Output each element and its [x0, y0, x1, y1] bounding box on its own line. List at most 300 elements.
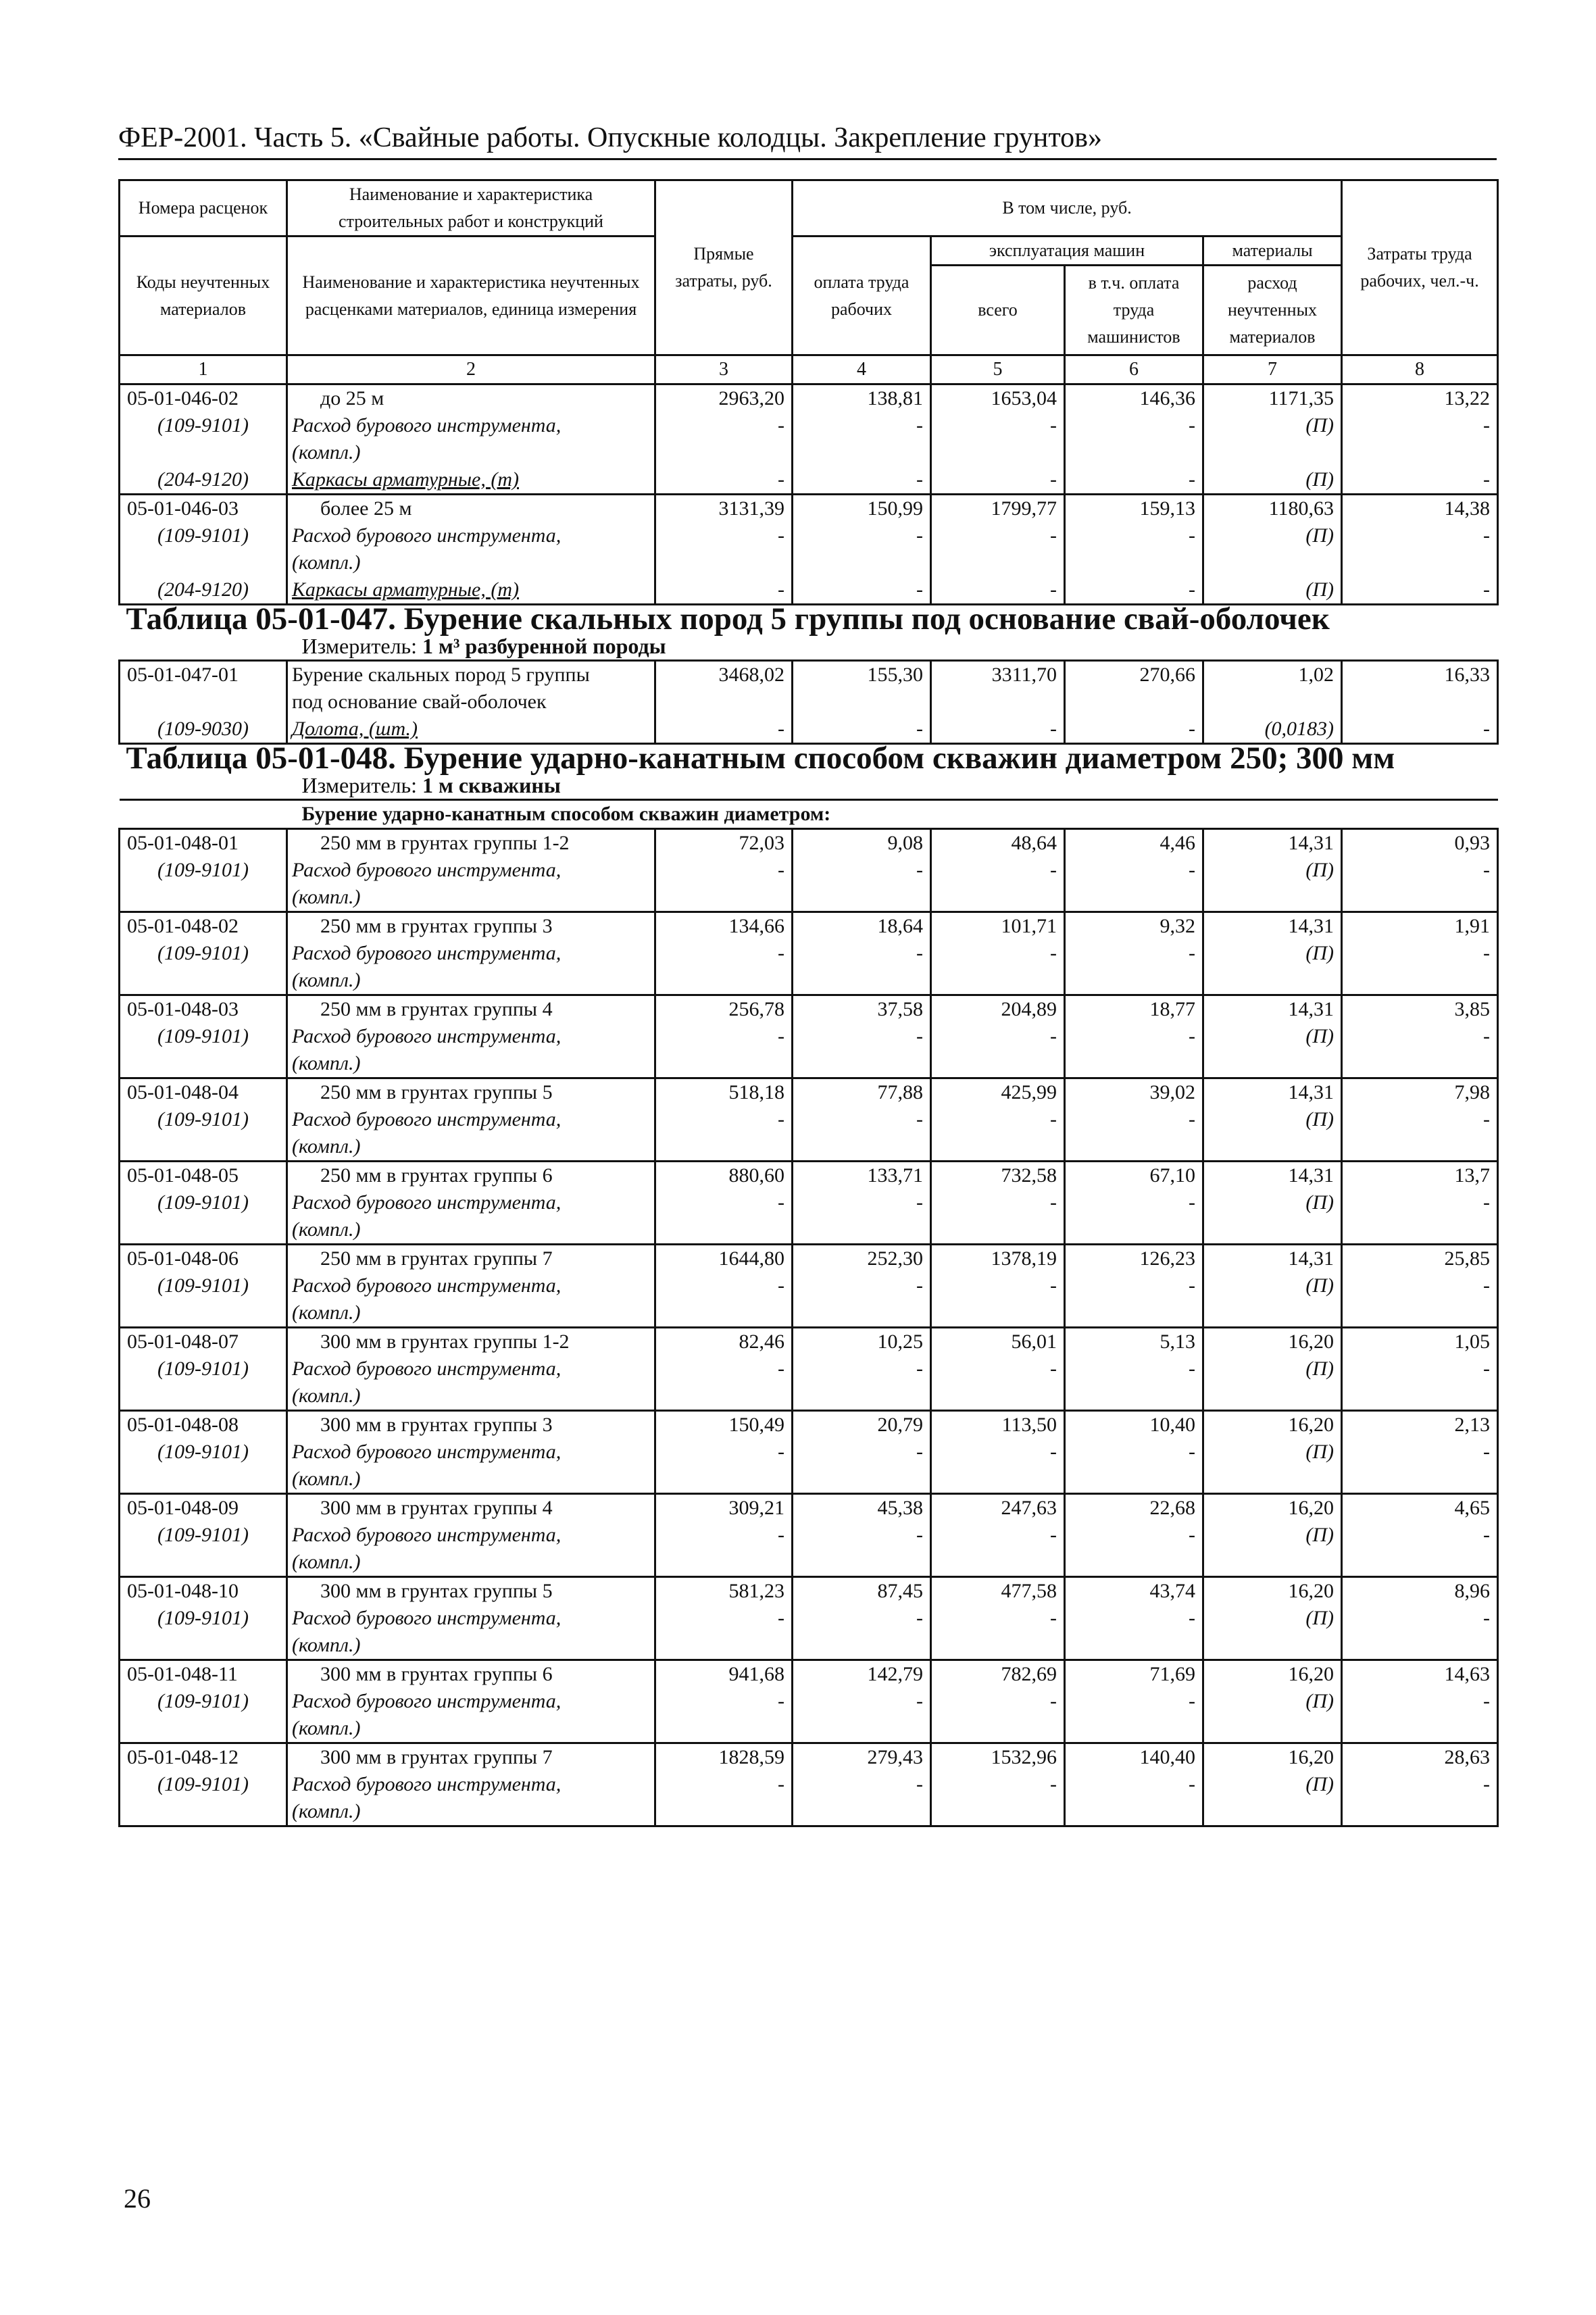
header-col2-bottom: Наименование и характеристика неучтенных расценками материалов, единица измерения [287, 237, 655, 355]
material-row-continued [120, 1632, 1498, 1660]
empty-cell [1342, 1715, 1498, 1743]
value-c7: 1,02 [1203, 661, 1342, 689]
rate-code: 05-01-048-04 [120, 1078, 287, 1107]
empty-value: - [931, 1605, 1065, 1632]
rate-code: 05-01-048-02 [120, 912, 287, 941]
material-row [120, 1189, 1498, 1216]
empty-cell [1065, 439, 1203, 466]
column-number: 1 [120, 355, 287, 384]
header-materials: материалы [1203, 237, 1342, 266]
meter-line [120, 632, 1498, 661]
material-code: (109-9030) [120, 716, 287, 744]
empty-value: - [1342, 1439, 1498, 1466]
empty-value: - [931, 412, 1065, 439]
rate-row [120, 1411, 1498, 1439]
empty-cell [931, 1798, 1065, 1826]
empty-value: - [1065, 576, 1203, 605]
value-c6: 9,32 [1065, 912, 1203, 941]
value-c5: 48,64 [931, 829, 1065, 857]
empty-value: - [1065, 716, 1203, 744]
empty-value: - [931, 1355, 1065, 1383]
empty-cell [120, 1133, 287, 1162]
value-c6: 71,69 [1065, 1660, 1203, 1689]
empty-cell [120, 549, 287, 576]
value-c4: 9,08 [793, 829, 931, 857]
work-name: 300 мм в грунтах группы 1-2 [287, 1328, 655, 1356]
material-name-cont: (компл.) [287, 1133, 655, 1162]
material-name-cont: (компл.) [287, 1798, 655, 1826]
value-c3: 3468,02 [655, 661, 793, 689]
empty-cell [655, 1798, 793, 1826]
value-c7: 14,31 [1203, 1245, 1342, 1273]
value-c5: 1378,19 [931, 1245, 1065, 1273]
empty-value: - [1342, 1106, 1498, 1133]
empty-cell [1342, 1050, 1498, 1078]
empty-value: - [1342, 466, 1498, 495]
rate-code: 05-01-047-01 [120, 661, 287, 689]
empty-value: - [1342, 1522, 1498, 1549]
material-row-continued [120, 1299, 1498, 1328]
value-c3: 2963,20 [655, 384, 793, 413]
material-quantity: (0,0183) [1203, 716, 1342, 744]
material-code: (109-9101) [120, 1771, 287, 1798]
value-c8: 1,91 [1342, 912, 1498, 941]
empty-value: - [931, 1522, 1065, 1549]
value-c6: 39,02 [1065, 1078, 1203, 1107]
column-number: 5 [931, 355, 1065, 384]
empty-cell [1203, 439, 1342, 466]
header-col3: Прямые затраты, руб. [655, 180, 793, 355]
empty-cell [793, 1632, 931, 1660]
rate-row [120, 912, 1498, 941]
empty-cell [793, 1133, 931, 1162]
material-name: Расход бурового инструмента, [287, 1522, 655, 1549]
value-c6: 22,68 [1065, 1494, 1203, 1522]
value-c4: 87,45 [793, 1577, 931, 1605]
empty-value: - [655, 1272, 793, 1299]
material-quantity: (П) [1203, 1688, 1342, 1715]
table-body [120, 180, 1498, 1826]
material-code: (109-9101) [120, 1272, 287, 1299]
material-name: Расход бурового инструмента, [287, 1023, 655, 1050]
value-c5: 56,01 [931, 1328, 1065, 1356]
empty-cell [931, 549, 1065, 576]
empty-value: - [793, 1189, 931, 1216]
material-quantity: (П) [1203, 857, 1342, 884]
header-col1-top: Номера расценок [120, 180, 287, 237]
value-c4: 37,58 [793, 995, 931, 1024]
value-c8: 3,85 [1342, 995, 1498, 1024]
material-name-cont: (компл.) [287, 1466, 655, 1494]
empty-value: - [655, 412, 793, 439]
material-row-continued [120, 1216, 1498, 1245]
material-quantity: (П) [1203, 1771, 1342, 1798]
empty-cell [1065, 1466, 1203, 1494]
value-c4: 150,99 [793, 495, 931, 523]
rate-code: 05-01-048-05 [120, 1162, 287, 1190]
value-c4: 45,38 [793, 1494, 931, 1522]
empty-cell [1342, 689, 1498, 716]
empty-cell [1065, 1632, 1203, 1660]
empty-cell [1342, 884, 1498, 912]
empty-value: - [1342, 1688, 1498, 1715]
material-quantity: (П) [1203, 576, 1342, 605]
value-c8: 13,22 [1342, 384, 1498, 413]
empty-cell [793, 1299, 931, 1328]
rates-table [118, 179, 1499, 1827]
empty-value: - [1342, 576, 1498, 605]
empty-value: - [931, 1272, 1065, 1299]
material-code: (109-9101) [120, 1023, 287, 1050]
material-name-cont: (компл.) [287, 1383, 655, 1411]
empty-cell [793, 1050, 931, 1078]
material-row [120, 1771, 1498, 1798]
rate-row [120, 1162, 1498, 1190]
material-row [120, 1605, 1498, 1632]
value-c5: 101,71 [931, 912, 1065, 941]
material-row [120, 1355, 1498, 1383]
material-code: (109-9101) [120, 1605, 287, 1632]
material-name: Расход бурового инструмента, [287, 1355, 655, 1383]
section-title-row [120, 744, 1498, 772]
value-c5: 425,99 [931, 1078, 1065, 1107]
material-quantity: (П) [1203, 1439, 1342, 1466]
value-c3: 581,23 [655, 1577, 793, 1605]
material-row-continued [120, 1050, 1498, 1078]
empty-cell [120, 1632, 287, 1660]
value-c3: 1828,59 [655, 1743, 793, 1772]
empty-value: - [1065, 940, 1203, 967]
empty-value: - [931, 857, 1065, 884]
empty-value: - [1065, 412, 1203, 439]
material-row [120, 1439, 1498, 1466]
rate-row [120, 1577, 1498, 1605]
empty-value: - [931, 1189, 1065, 1216]
empty-value: - [655, 1439, 793, 1466]
empty-value: - [793, 1272, 931, 1299]
empty-cell [931, 1050, 1065, 1078]
value-c5: 1653,04 [931, 384, 1065, 413]
value-c3: 134,66 [655, 912, 793, 941]
header-col8: Затраты труда рабочих, чел.-ч. [1342, 180, 1498, 355]
empty-cell [655, 1383, 793, 1411]
empty-cell [1203, 1216, 1342, 1245]
empty-value: - [1342, 1771, 1498, 1798]
material-row-continued [120, 1133, 1498, 1162]
value-c7: 16,20 [1203, 1660, 1342, 1689]
empty-cell [1203, 1549, 1342, 1577]
material-row [120, 1023, 1498, 1050]
work-name: более 25 м [287, 495, 655, 523]
material-row [120, 466, 1498, 495]
empty-value: - [1065, 1355, 1203, 1383]
value-c7: 16,20 [1203, 1411, 1342, 1439]
empty-value: - [1065, 1688, 1203, 1715]
column-number: 3 [655, 355, 793, 384]
rate-code: 05-01-048-09 [120, 1494, 287, 1522]
empty-value: - [655, 1106, 793, 1133]
empty-cell [1342, 549, 1498, 576]
empty-value: - [655, 576, 793, 605]
empty-cell [1342, 1216, 1498, 1245]
work-name: 250 мм в грунтах группы 4 [287, 995, 655, 1024]
value-c8: 14,38 [1342, 495, 1498, 523]
rate-row [120, 1328, 1498, 1356]
empty-value: - [793, 857, 931, 884]
rate-row [120, 1245, 1498, 1273]
empty-value: - [931, 1439, 1065, 1466]
empty-cell [931, 1299, 1065, 1328]
empty-cell [1342, 1798, 1498, 1826]
rate-row [120, 495, 1498, 523]
empty-cell [931, 439, 1065, 466]
material-name-cont: (компл.) [287, 439, 655, 466]
material-row [120, 716, 1498, 744]
empty-cell [120, 1383, 287, 1411]
value-c8: 13,7 [1342, 1162, 1498, 1190]
material-quantity: (П) [1203, 466, 1342, 495]
empty-value: - [655, 940, 793, 967]
empty-cell [1342, 967, 1498, 995]
material-quantity: (П) [1203, 522, 1342, 549]
empty-value: - [931, 1688, 1065, 1715]
value-c8: 4,65 [1342, 1494, 1498, 1522]
empty-value: - [1342, 716, 1498, 744]
material-code: (109-9101) [120, 940, 287, 967]
empty-cell [1203, 1133, 1342, 1162]
empty-cell [1065, 1133, 1203, 1162]
empty-cell [1203, 1383, 1342, 1411]
value-c5: 732,58 [931, 1162, 1065, 1190]
table-title: Таблица 05-01-047. Бурение скальных пород 5 группы под основание свай-оболочек [120, 605, 1498, 633]
empty-value: - [931, 716, 1065, 744]
value-c4: 138,81 [793, 384, 931, 413]
empty-cell [655, 884, 793, 912]
value-c5: 204,89 [931, 995, 1065, 1024]
empty-value: - [1342, 1605, 1498, 1632]
page-number: 26 [124, 2183, 151, 2214]
empty-cell [655, 1133, 793, 1162]
rate-code: 05-01-046-02 [120, 384, 287, 413]
empty-value: - [1065, 1771, 1203, 1798]
material-name: Расход бурового инструмента, [287, 1605, 655, 1632]
value-c8: 16,33 [1342, 661, 1498, 689]
subheader: Бурение ударно-канатным способом скважин диаметром: [120, 800, 1498, 829]
material-name: Расход бурового инструмента, [287, 1771, 655, 1798]
empty-value: - [793, 1688, 931, 1715]
material-name: Расход бурового инструмента, [287, 1688, 655, 1715]
header-col6: в т.ч. оплата труда машинистов [1065, 266, 1203, 355]
material-name-cont: (компл.) [287, 1216, 655, 1245]
empty-cell [1342, 1549, 1498, 1577]
empty-value: - [655, 1189, 793, 1216]
header-col7: расход неучтенных материалов [1203, 266, 1342, 355]
work-name: Бурение скальных пород 5 группы [287, 661, 655, 689]
material-name: Расход бурового инструмента, [287, 1272, 655, 1299]
empty-cell [655, 439, 793, 466]
empty-cell [1342, 1299, 1498, 1328]
empty-cell [931, 967, 1065, 995]
work-name: 300 мм в грунтах группы 4 [287, 1494, 655, 1522]
empty-value: - [1342, 1272, 1498, 1299]
empty-cell [1065, 1798, 1203, 1826]
value-c5: 247,63 [931, 1494, 1065, 1522]
value-c6: 10,40 [1065, 1411, 1203, 1439]
rate-code: 05-01-048-01 [120, 829, 287, 857]
rate-row [120, 661, 1498, 689]
material-row [120, 412, 1498, 439]
value-c7: 1171,35 [1203, 384, 1342, 413]
value-c4: 155,30 [793, 661, 931, 689]
work-name: 300 мм в грунтах группы 6 [287, 1660, 655, 1689]
value-c7: 16,20 [1203, 1494, 1342, 1522]
rate-row [120, 1660, 1498, 1689]
empty-value: - [1342, 1023, 1498, 1050]
value-c7: 16,20 [1203, 1577, 1342, 1605]
value-c4: 142,79 [793, 1660, 931, 1689]
material-name: Расход бурового инструмента, [287, 940, 655, 967]
empty-value: - [1065, 1023, 1203, 1050]
work-name: до 25 м [287, 384, 655, 413]
meter-value: 1 м скважины [422, 773, 561, 797]
value-c7: 1180,63 [1203, 495, 1342, 523]
meter-row [120, 772, 1498, 800]
material-quantity: (П) [1203, 1189, 1342, 1216]
value-c5: 3311,70 [931, 661, 1065, 689]
empty-cell [1065, 884, 1203, 912]
empty-value: - [655, 522, 793, 549]
empty-value: - [655, 716, 793, 744]
value-c8: 7,98 [1342, 1078, 1498, 1107]
work-name: 250 мм в грунтах группы 6 [287, 1162, 655, 1190]
value-c3: 82,46 [655, 1328, 793, 1356]
meter-value: 1 м³ разбуренной породы [422, 634, 666, 658]
material-code: (204-9120) [120, 466, 287, 495]
value-c8: 2,13 [1342, 1411, 1498, 1439]
work-name: 300 мм в грунтах группы 7 [287, 1743, 655, 1772]
material-row-continued [120, 967, 1498, 995]
value-c6: 159,13 [1065, 495, 1203, 523]
empty-cell [931, 1632, 1065, 1660]
value-c7: 16,20 [1203, 1328, 1342, 1356]
empty-value: - [1065, 857, 1203, 884]
empty-cell [931, 1549, 1065, 1577]
material-code: (109-9101) [120, 1106, 287, 1133]
meter-row [120, 632, 1498, 661]
material-name-cont: (компл.) [287, 1632, 655, 1660]
empty-value: - [931, 522, 1065, 549]
meter-line [120, 772, 1498, 800]
value-c7: 16,20 [1203, 1743, 1342, 1772]
empty-cell [931, 884, 1065, 912]
value-c4: 18,64 [793, 912, 931, 941]
empty-value: - [793, 576, 931, 605]
rate-row [120, 384, 1498, 413]
empty-value: - [655, 1688, 793, 1715]
value-c4: 10,25 [793, 1328, 931, 1356]
value-c6: 140,40 [1065, 1743, 1203, 1772]
empty-cell [1203, 967, 1342, 995]
material-name-cont: (компл.) [287, 1715, 655, 1743]
material-name: Расход бурового инструмента, [287, 1106, 655, 1133]
material-name-cont: (компл.) [287, 884, 655, 912]
empty-value: - [1065, 1605, 1203, 1632]
running-header: ФЕР-2001. Часть 5. «Свайные работы. Опускные колодцы. Закрепление грунтов» [118, 122, 1497, 160]
empty-value: - [1065, 1189, 1203, 1216]
header-col4: оплата труда рабочих [793, 237, 931, 355]
material-name-cont: (компл.) [287, 967, 655, 995]
material-quantity: (П) [1203, 1106, 1342, 1133]
material-name: Расход бурового инструмента, [287, 412, 655, 439]
material-row [120, 1688, 1498, 1715]
empty-value: - [1342, 1189, 1498, 1216]
empty-value: - [1065, 522, 1203, 549]
rate-code: 05-01-048-11 [120, 1660, 287, 1689]
value-c8: 28,63 [1342, 1743, 1498, 1772]
value-c6: 5,13 [1065, 1328, 1203, 1356]
value-c3: 518,18 [655, 1078, 793, 1107]
material-name-cont: (компл.) [287, 1299, 655, 1328]
header-col2-top: Наименование и характеристика строительных работ и конструкций [287, 180, 655, 237]
material-name-cont: (компл.) [287, 549, 655, 576]
empty-value: - [931, 1106, 1065, 1133]
empty-value: - [1342, 1355, 1498, 1383]
material-row [120, 1272, 1498, 1299]
empty-cell [931, 689, 1065, 716]
work-name: 250 мм в грунтах группы 1-2 [287, 829, 655, 857]
empty-cell [655, 1632, 793, 1660]
rate-code: 05-01-048-07 [120, 1328, 287, 1356]
header-including: В том числе, руб. [793, 180, 1342, 237]
empty-cell [1203, 1466, 1342, 1494]
rate-row [120, 1078, 1498, 1107]
rate-row [120, 1494, 1498, 1522]
column-number: 4 [793, 355, 931, 384]
empty-value: - [793, 1106, 931, 1133]
empty-value: - [793, 1023, 931, 1050]
rate-row [120, 995, 1498, 1024]
column-number: 2 [287, 355, 655, 384]
empty-cell [655, 967, 793, 995]
material-row-continued [120, 1715, 1498, 1743]
material-row-continued [120, 1549, 1498, 1577]
value-c7: 14,31 [1203, 912, 1342, 941]
empty-cell [655, 549, 793, 576]
work-name: 300 мм в грунтах группы 5 [287, 1577, 655, 1605]
empty-cell [1203, 1050, 1342, 1078]
material-code: (109-9101) [120, 522, 287, 549]
value-c3: 256,78 [655, 995, 793, 1024]
empty-cell [120, 1466, 287, 1494]
material-row [120, 940, 1498, 967]
meter-label: Измеритель: [301, 773, 418, 797]
empty-cell [931, 1133, 1065, 1162]
empty-cell [1065, 1715, 1203, 1743]
work-name-cont: под основание свай-оболочек [287, 689, 655, 716]
work-name: 250 мм в грунтах группы 5 [287, 1078, 655, 1107]
material-name-cont: (компл.) [287, 1549, 655, 1577]
value-c8: 25,85 [1342, 1245, 1498, 1273]
value-c5: 477,58 [931, 1577, 1065, 1605]
empty-value: - [1065, 1272, 1203, 1299]
material-code: (109-9101) [120, 1355, 287, 1383]
empty-value: - [655, 466, 793, 495]
material-name: Расход бурового инструмента, [287, 1439, 655, 1466]
material-quantity: (П) [1203, 1272, 1342, 1299]
empty-cell [1065, 1216, 1203, 1245]
empty-cell [931, 1466, 1065, 1494]
empty-cell [1342, 1466, 1498, 1494]
